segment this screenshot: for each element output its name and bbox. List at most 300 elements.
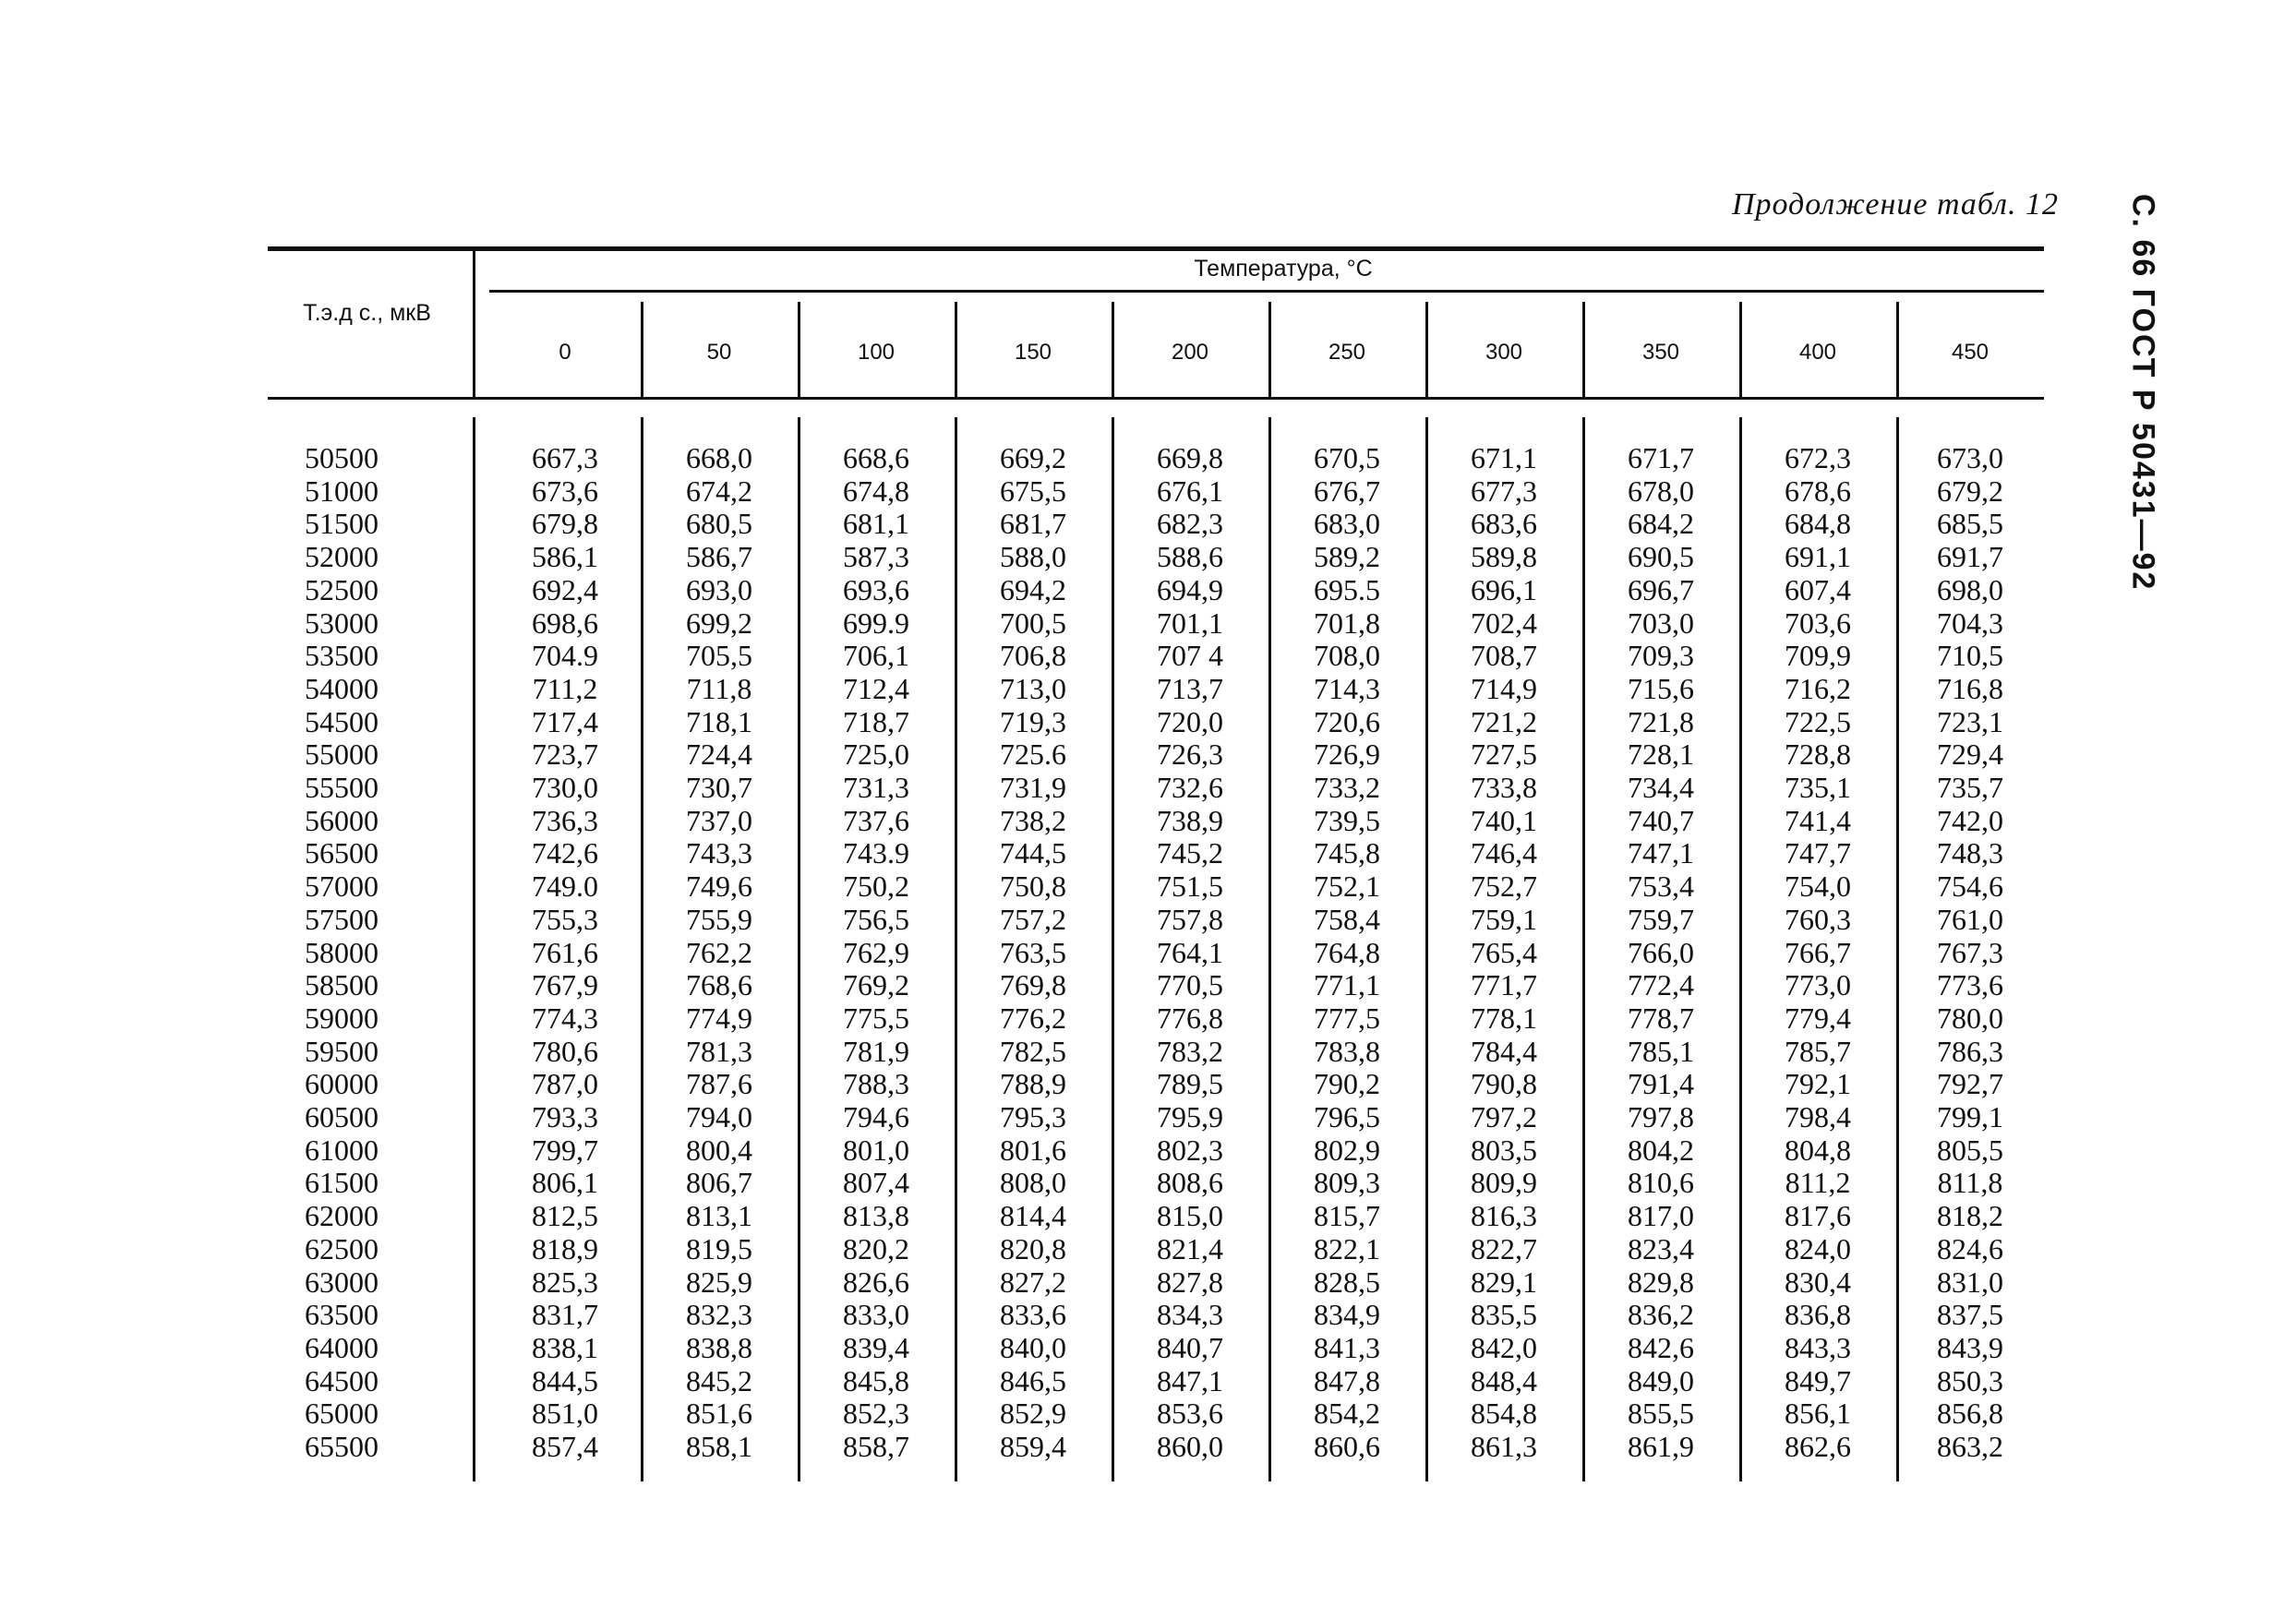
temperature-value-cell: 706,8 [1000, 639, 1066, 673]
temperature-value-cell: 789,5 [1157, 1067, 1223, 1101]
emf-value-cell: 60000 [305, 1067, 379, 1101]
temperature-value-cell: 724,4 [686, 738, 752, 772]
temperature-value-cell: 840,0 [1000, 1330, 1066, 1364]
temperature-value-cell: 680,5 [686, 507, 752, 541]
temperature-value-cell: 704,3 [1937, 606, 2003, 640]
temperature-value-cell: 730,0 [532, 771, 598, 804]
temperature-value-cell: 738,2 [1000, 803, 1066, 837]
temperature-value-cell: 765,4 [1471, 935, 1537, 969]
temperature-value-cell: 722,5 [1785, 704, 1851, 738]
temperature-value-cell: 723,1 [1937, 704, 2003, 738]
temperature-value-cell: 815,7 [1314, 1199, 1380, 1233]
temperature-value-cell: 863,2 [1937, 1430, 2003, 1463]
emf-value-cell: 59000 [305, 1001, 379, 1035]
temperature-value-cell: 712,4 [843, 671, 909, 705]
temperature-value-cell: 702,4 [1471, 606, 1537, 640]
temperature-value-cell: 828,5 [1314, 1265, 1380, 1299]
temperature-value-cell: 691,1 [1785, 540, 1851, 574]
temperature-value-cell: 733,2 [1314, 771, 1380, 804]
temperature-value-cell: 763,5 [1000, 935, 1066, 969]
temperature-value-cell: 716,8 [1937, 671, 2003, 705]
header-divider-emf [473, 251, 475, 397]
emf-value-cell: 63000 [305, 1265, 379, 1299]
temperature-value-cell: 684,2 [1628, 507, 1694, 541]
temperature-value-cell: 774,9 [686, 1001, 752, 1035]
temperature-value-cell: 696,1 [1471, 572, 1537, 606]
temperature-value-cell: 861,9 [1628, 1430, 1694, 1463]
temperature-value-cell: 830,4 [1785, 1265, 1851, 1299]
temperature-value-cell: 822,7 [1471, 1231, 1537, 1265]
temperature-value-cell: 788,3 [843, 1067, 909, 1101]
temperature-value-cell: 817,0 [1628, 1199, 1694, 1233]
table-row [0, 1199, 2044, 1232]
table-row [0, 771, 2044, 804]
temperature-value-cell: 755,3 [532, 902, 598, 936]
temperature-value-cell: 667,3 [532, 441, 598, 474]
table-row [0, 1100, 2044, 1133]
temperature-value-cell: 716,2 [1785, 671, 1851, 705]
temperature-value-cell: 676,7 [1314, 474, 1380, 508]
temperature-value-cell: 737,0 [686, 803, 752, 837]
temperature-value-cell: 787,0 [532, 1067, 598, 1101]
temperature-value-cell: 766,0 [1628, 935, 1694, 969]
temperature-value-cell: 746,4 [1471, 836, 1537, 870]
temperature-value-cell: 773,0 [1785, 968, 1851, 1002]
temperature-value-cell: 792,1 [1785, 1067, 1851, 1101]
temperature-group-header: Температура, °С [1194, 256, 1373, 282]
temperature-value-cell: 847,1 [1157, 1363, 1223, 1397]
temperature-value-cell: 725,0 [843, 738, 909, 772]
temperature-value-cell: 696,7 [1628, 572, 1694, 606]
temperature-value-cell: 805,5 [1937, 1133, 2003, 1167]
temperature-value-cell: 710,5 [1937, 639, 2003, 673]
temperature-value-cell: 669,8 [1157, 441, 1223, 474]
temperature-value-cell: 734,4 [1628, 771, 1694, 804]
temperature-value-cell: 668,0 [686, 441, 752, 474]
header-divider-col-4 [1112, 302, 1114, 397]
emf-value-cell: 55500 [305, 771, 379, 804]
header-divider-col-6 [1425, 302, 1428, 397]
temperature-value-cell: 793,3 [532, 1100, 598, 1133]
table-row [0, 1265, 2044, 1299]
temperature-value-cell: 847,8 [1314, 1363, 1380, 1397]
temperature-value-cell: 673,0 [1937, 441, 2003, 474]
temperature-value-cell: 736,3 [532, 803, 598, 837]
temperature-value-cell: 718,1 [686, 704, 752, 738]
temperature-value-cell: 694,2 [1000, 572, 1066, 606]
temperature-value-cell: 772,4 [1628, 968, 1694, 1002]
temperature-value-cell: 827,8 [1157, 1265, 1223, 1299]
temperature-value-cell: 764,1 [1157, 935, 1223, 969]
emf-value-cell: 50500 [305, 441, 379, 474]
temperature-value-cell: 732,6 [1157, 771, 1223, 804]
emf-value-cell: 60500 [305, 1100, 379, 1133]
temperature-value-cell: 692,4 [532, 572, 598, 606]
temperature-value-cell: 799,7 [532, 1133, 598, 1167]
header-divider-col-3 [955, 302, 957, 397]
temperature-value-cell: 804,8 [1785, 1133, 1851, 1167]
temperature-value-cell: 679,2 [1937, 474, 2003, 508]
emf-value-cell: 57000 [305, 869, 379, 904]
temperature-value-cell: 742,6 [532, 836, 598, 870]
temperature-value-cell: 808,6 [1157, 1166, 1223, 1200]
temperature-value-cell: 711,8 [686, 671, 752, 705]
temperature-value-cell: 783,2 [1157, 1034, 1223, 1068]
temperature-value-cell: 776,2 [1000, 1001, 1066, 1035]
temperature-value-cell: 714,3 [1314, 671, 1380, 705]
temperature-value-cell: 683,6 [1471, 507, 1537, 541]
table-row [0, 639, 2044, 672]
table-row [0, 1232, 2044, 1265]
temperature-value-cell: 706,1 [843, 639, 909, 673]
temperature-value-cell: 797,8 [1628, 1100, 1694, 1133]
temperature-value-cell: 586,7 [686, 540, 752, 574]
temperature-value-cell: 721,8 [1628, 704, 1694, 738]
temperature-value-cell: 714,9 [1471, 671, 1537, 705]
temperature-value-cell: 780,0 [1937, 1001, 2003, 1035]
table-row [0, 474, 2044, 508]
temperature-value-cell: 673,6 [532, 474, 598, 508]
temperature-value-cell: 836,2 [1628, 1298, 1694, 1332]
temperature-value-cell: 685,5 [1937, 507, 2003, 541]
temperature-value-cell: 676,1 [1157, 474, 1223, 508]
temperature-value-cell: 852,3 [843, 1397, 909, 1431]
temperature-value-cell: 725.6 [1000, 738, 1066, 772]
temperature-value-cell: 695.5 [1314, 572, 1380, 606]
temperature-value-cell: 787,6 [686, 1067, 752, 1101]
column-header-temp-150: 150 [1014, 340, 1052, 365]
side-header-text: С. 66 ГОСТ Р 50431—92 [2125, 194, 2161, 592]
temperature-value-cell: 809,9 [1471, 1166, 1537, 1200]
temperature-value-cell: 826,6 [843, 1265, 909, 1299]
temperature-value-cell: 774,3 [532, 1001, 598, 1035]
temperature-value-cell: 751,5 [1157, 869, 1223, 904]
temperature-value-cell: 781,3 [686, 1034, 752, 1068]
temperature-value-cell: 678,6 [1785, 474, 1851, 508]
group-header-rule [489, 290, 2044, 293]
temperature-value-cell: 720,0 [1157, 704, 1223, 738]
temperature-value-cell: 698,0 [1937, 572, 2003, 606]
temperature-value-cell: 860,6 [1314, 1430, 1380, 1463]
temperature-value-cell: 699,2 [686, 606, 752, 640]
temperature-value-cell: 589,2 [1314, 540, 1380, 574]
temperature-value-cell: 802,3 [1157, 1133, 1223, 1167]
temperature-value-cell: 729,4 [1937, 738, 2003, 772]
temperature-value-cell: 698,6 [532, 606, 598, 640]
temperature-value-cell: 802,9 [1314, 1133, 1380, 1167]
temperature-value-cell: 820,8 [1000, 1231, 1066, 1265]
table-row [0, 804, 2044, 837]
emf-value-cell: 56500 [305, 836, 379, 870]
temperature-value-cell: 589,8 [1471, 540, 1537, 574]
temperature-value-cell: 708,7 [1471, 639, 1537, 673]
temperature-value-cell: 842,0 [1471, 1330, 1537, 1364]
temperature-value-cell: 796,5 [1314, 1100, 1380, 1133]
temperature-value-cell: 726,3 [1157, 738, 1223, 772]
temperature-value-cell: 735,1 [1785, 771, 1851, 804]
temperature-value-cell: 758,4 [1314, 902, 1380, 936]
temperature-value-cell: 850,3 [1937, 1363, 2003, 1397]
temperature-value-cell: 845,8 [843, 1363, 909, 1397]
temperature-value-cell: 824,6 [1937, 1231, 2003, 1265]
temperature-value-cell: 800,4 [686, 1133, 752, 1167]
table-row [0, 573, 2044, 606]
page-side-header [2120, 194, 2166, 600]
temperature-value-cell: 700,5 [1000, 606, 1066, 640]
temperature-value-cell: 757,2 [1000, 902, 1066, 936]
temperature-value-cell: 750,2 [843, 869, 909, 904]
temperature-value-cell: 761,0 [1937, 902, 2003, 936]
temperature-value-cell: 669,2 [1000, 441, 1066, 474]
emf-value-cell: 53000 [305, 606, 379, 640]
temperature-value-cell: 838,1 [532, 1330, 598, 1364]
temperature-value-cell: 858,7 [843, 1430, 909, 1463]
temperature-value-cell: 694,9 [1157, 572, 1223, 606]
temperature-value-cell: 703,0 [1628, 606, 1694, 640]
temperature-value-cell: 846,5 [1000, 1363, 1066, 1397]
header-divider-col-7 [1582, 302, 1585, 397]
temperature-value-cell: 760,3 [1785, 902, 1851, 936]
temperature-value-cell: 713,7 [1157, 671, 1223, 705]
temperature-value-cell: 753,4 [1628, 869, 1694, 904]
temperature-value-cell: 812,5 [532, 1199, 598, 1233]
temperature-value-cell: 711,2 [532, 671, 598, 705]
column-header-temp-450: 450 [1951, 340, 1989, 365]
temperature-value-cell: 822,1 [1314, 1231, 1380, 1265]
temperature-value-cell: 750,8 [1000, 869, 1066, 904]
emf-value-cell: 56000 [305, 803, 379, 837]
temperature-value-cell: 798,4 [1785, 1100, 1851, 1133]
table-row [0, 968, 2044, 1001]
column-header-temp-100: 100 [857, 340, 896, 365]
temperature-value-cell: 741,4 [1785, 803, 1851, 837]
temperature-value-cell: 776,8 [1157, 1001, 1223, 1035]
temperature-value-cell: 726,9 [1314, 738, 1380, 772]
emf-value-cell: 58500 [305, 968, 379, 1002]
temperature-value-cell: 786,3 [1937, 1034, 2003, 1068]
temperature-value-cell: 861,3 [1471, 1430, 1537, 1463]
temperature-value-cell: 588,0 [1000, 540, 1066, 574]
temperature-value-cell: 804,2 [1628, 1133, 1694, 1167]
temperature-value-cell: 801,0 [843, 1133, 909, 1167]
temperature-value-cell: 718,7 [843, 704, 909, 738]
temperature-value-cell: 684,8 [1785, 507, 1851, 541]
temperature-value-cell: 586,1 [532, 540, 598, 574]
temperature-value-cell: 767,9 [532, 968, 598, 1002]
emf-value-cell: 65500 [305, 1430, 379, 1463]
temperature-value-cell: 721,2 [1471, 704, 1537, 738]
temperature-value-cell: 769,2 [843, 968, 909, 1002]
temperature-value-cell: 747,7 [1785, 836, 1851, 870]
temperature-value-cell: 816,3 [1471, 1199, 1537, 1233]
temperature-value-cell: 783,8 [1314, 1034, 1380, 1068]
temperature-value-cell: 742,0 [1937, 803, 2003, 837]
temperature-value-cell: 818,9 [532, 1231, 598, 1265]
temperature-value-cell: 674,8 [843, 474, 909, 508]
temperature-value-cell: 813,1 [686, 1199, 752, 1233]
temperature-value-cell: 691,7 [1937, 540, 2003, 574]
temperature-value-cell: 839,4 [843, 1330, 909, 1364]
table-row [0, 672, 2044, 705]
column-header-temp-0: 0 [559, 340, 571, 365]
temperature-value-cell: 770,5 [1157, 968, 1223, 1002]
emf-value-cell: 61500 [305, 1166, 379, 1200]
temperature-value-cell: 759,7 [1628, 902, 1694, 936]
temperature-value-cell: 708,0 [1314, 639, 1380, 673]
temperature-value-cell: 754,6 [1937, 869, 2003, 904]
emf-value-cell: 64000 [305, 1330, 379, 1364]
temperature-value-cell: 811,2 [1785, 1166, 1851, 1200]
temperature-value-cell: 824,0 [1785, 1231, 1851, 1265]
temperature-value-cell: 860,0 [1157, 1430, 1223, 1463]
temperature-value-cell: 671,1 [1471, 441, 1537, 474]
temperature-value-cell: 775,5 [843, 1001, 909, 1035]
emf-value-cell: 62000 [305, 1199, 379, 1233]
temperature-value-cell: 829,1 [1471, 1265, 1537, 1299]
temperature-value-cell: 842,6 [1628, 1330, 1694, 1364]
temperature-value-cell: 806,7 [686, 1166, 752, 1200]
temperature-value-cell: 752,7 [1471, 869, 1537, 904]
temperature-value-cell: 743.9 [843, 836, 909, 870]
temperature-value-cell: 833,0 [843, 1298, 909, 1332]
emf-value-cell: 55000 [305, 738, 379, 772]
temperature-value-cell: 745,8 [1314, 836, 1380, 870]
table-row [0, 738, 2044, 771]
temperature-value-cell: 681,1 [843, 507, 909, 541]
table-row [0, 1364, 2044, 1397]
temperature-value-cell: 588,6 [1157, 540, 1223, 574]
header-divider-col-9 [1896, 302, 1899, 397]
temperature-value-cell: 756,5 [843, 902, 909, 936]
temperature-value-cell: 690,5 [1628, 540, 1694, 574]
temperature-value-cell: 728,1 [1628, 738, 1694, 772]
emf-value-cell: 57500 [305, 902, 379, 936]
temperature-value-cell: 840,7 [1157, 1330, 1223, 1364]
temperature-value-cell: 819,5 [686, 1231, 752, 1265]
temperature-value-cell: 823,4 [1628, 1231, 1694, 1265]
table-row [0, 507, 2044, 540]
temperature-value-cell: 699.9 [843, 606, 909, 640]
temperature-value-cell: 778,7 [1628, 1001, 1694, 1035]
temperature-value-cell: 851,6 [686, 1397, 752, 1431]
temperature-value-cell: 768,6 [686, 968, 752, 1002]
temperature-value-cell: 779,4 [1785, 1001, 1851, 1035]
temperature-value-cell: 740,1 [1471, 803, 1537, 837]
temperature-value-cell: 832,3 [686, 1298, 752, 1332]
temperature-value-cell: 777,5 [1314, 1001, 1380, 1035]
temperature-value-cell: 859,4 [1000, 1430, 1066, 1463]
temperature-value-cell: 854,8 [1471, 1397, 1537, 1431]
table-row [0, 1430, 2044, 1463]
table-row [0, 606, 2044, 640]
temperature-value-cell: 703,6 [1785, 606, 1851, 640]
temperature-value-cell: 720,6 [1314, 704, 1380, 738]
temperature-value-cell: 831,7 [532, 1298, 598, 1332]
temperature-value-cell: 781,9 [843, 1034, 909, 1068]
table-row [0, 1133, 2044, 1167]
temperature-value-cell: 693,6 [843, 572, 909, 606]
temperature-value-cell: 815,0 [1157, 1199, 1223, 1233]
temperature-value-cell: 717,4 [532, 704, 598, 738]
temperature-value-cell: 749.0 [532, 869, 598, 904]
temperature-value-cell: 671,7 [1628, 441, 1694, 474]
temperature-value-cell: 797,2 [1471, 1100, 1537, 1133]
temperature-value-cell: 759,1 [1471, 902, 1537, 936]
temperature-value-cell: 835,5 [1471, 1298, 1537, 1332]
table-row [0, 1166, 2044, 1199]
column-header-temp-250: 250 [1328, 340, 1366, 365]
temperature-value-cell: 773,6 [1937, 968, 2003, 1002]
temperature-value-cell: 704.9 [532, 639, 598, 673]
emf-value-cell: 58000 [305, 935, 379, 969]
temperature-value-cell: 858,1 [686, 1430, 752, 1463]
table-row [0, 1067, 2044, 1100]
emf-value-cell: 54500 [305, 704, 379, 738]
temperature-value-cell: 792,7 [1937, 1067, 2003, 1101]
temperature-value-cell: 713,0 [1000, 671, 1066, 705]
temperature-value-cell: 829,8 [1628, 1265, 1694, 1299]
temperature-value-cell: 761,6 [532, 935, 598, 969]
header-bottom-rule [268, 397, 2044, 400]
temperature-value-cell: 831,0 [1937, 1265, 2003, 1299]
temperature-value-cell: 803,5 [1471, 1133, 1537, 1167]
temperature-value-cell: 749,6 [686, 869, 752, 904]
table-row [0, 441, 2044, 474]
column-header-temp-200: 200 [1171, 340, 1209, 365]
temperature-value-cell: 833,6 [1000, 1298, 1066, 1332]
emf-value-cell: 52500 [305, 572, 379, 606]
temperature-value-cell: 856,8 [1937, 1397, 2003, 1431]
table-row [0, 540, 2044, 573]
temperature-value-cell: 674,2 [686, 474, 752, 508]
temperature-value-cell: 837,5 [1937, 1298, 2003, 1332]
temperature-value-cell: 587,3 [843, 540, 909, 574]
temperature-value-cell: 818,2 [1937, 1199, 2003, 1233]
temperature-value-cell: 679,8 [532, 507, 598, 541]
temperature-value-cell: 845,2 [686, 1363, 752, 1397]
temperature-value-cell: 801,6 [1000, 1133, 1066, 1167]
temperature-value-cell: 681,7 [1000, 507, 1066, 541]
temperature-value-cell: 744,5 [1000, 836, 1066, 870]
temperature-value-cell: 766,7 [1785, 935, 1851, 969]
temperature-value-cell: 857,4 [532, 1430, 598, 1463]
temperature-value-cell: 790,8 [1471, 1067, 1537, 1101]
temperature-value-cell: 762,9 [843, 935, 909, 969]
temperature-value-cell: 701,1 [1157, 606, 1223, 640]
temperature-value-cell: 856,1 [1785, 1397, 1851, 1431]
temperature-value-cell: 778,1 [1471, 1001, 1537, 1035]
temperature-value-cell: 849,0 [1628, 1363, 1694, 1397]
temperature-value-cell: 853,6 [1157, 1397, 1223, 1431]
column-header-temp-50: 50 [706, 340, 732, 365]
temperature-value-cell: 683,0 [1314, 507, 1380, 541]
column-header-temp-300: 300 [1485, 340, 1523, 365]
temperature-value-cell: 764,8 [1314, 935, 1380, 969]
temperature-value-cell: 813,8 [843, 1199, 909, 1233]
temperature-value-cell: 862,6 [1785, 1430, 1851, 1463]
temperature-value-cell: 767,3 [1937, 935, 2003, 969]
temperature-value-cell: 799,1 [1937, 1100, 2003, 1133]
temperature-value-cell: 709,9 [1785, 639, 1851, 673]
table-row [0, 1001, 2044, 1035]
temperature-value-cell: 678,0 [1628, 474, 1694, 508]
temperature-value-cell: 693,0 [686, 572, 752, 606]
temperature-value-cell: 836,8 [1785, 1298, 1851, 1332]
emf-value-cell: 64500 [305, 1363, 379, 1397]
table-row [0, 836, 2044, 869]
table-caption: Продолжение табл. 12 [1731, 187, 2059, 222]
header-divider-col-1 [641, 302, 643, 397]
